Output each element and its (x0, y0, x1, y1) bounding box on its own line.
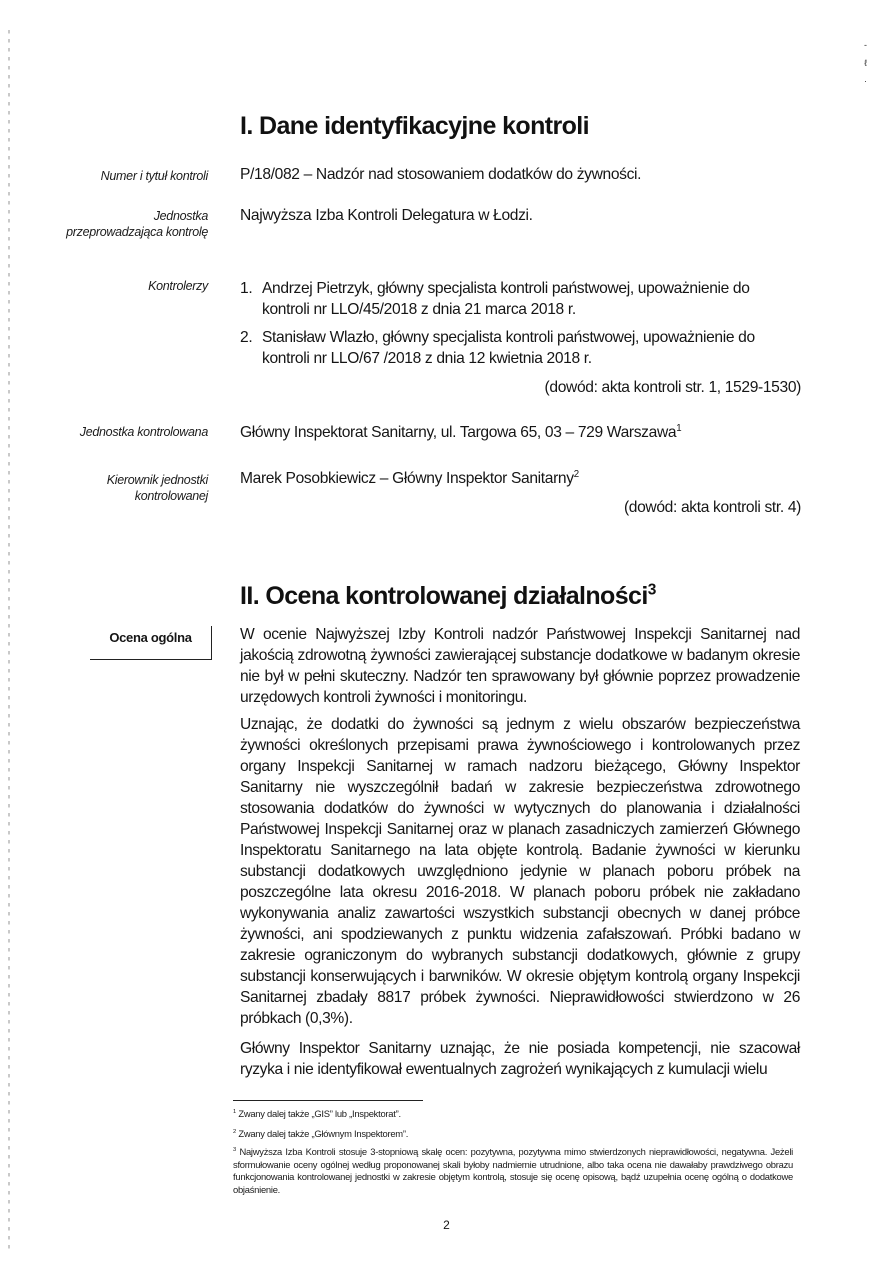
footnote-1 (233, 1108, 793, 1121)
label-kierownik: Kierownik jednostki kontrolowanej (106, 473, 208, 503)
section-1-title: I. Dane identyfikacyjne kontroli (240, 112, 589, 140)
list-text: Andrzej Pietrzyk, główny specjalista kontroli państwowej, upoważnienie do kontroli nr LLO/45/2018 z dnia 21 marca 2018 r. (262, 280, 750, 318)
footnote-number: 3 (233, 1146, 236, 1153)
ocena-ogolna-box: Ocena ogólna (90, 626, 212, 660)
paragraph-3: Główny Inspektor Sanitarny uznając, że nie posiada kompetencji, nie szacował ryzyka i nie identyfikował ewentualnych zagrożeń wynikających z kumulacji wielu (240, 1040, 800, 1078)
label-jednostka-przeprowadzajaca: Jednostka przeprowadzająca kontrolę (66, 209, 208, 239)
footnote-ref: 1 (676, 422, 682, 434)
footnote-3 (233, 1146, 793, 1196)
page-number: 2 (443, 1218, 450, 1232)
value-jednostka-przeprowadzajaca: Najwyższa Izba Kontroli Delegatura w Łodzi. (240, 207, 533, 224)
label-numer-tytul: Numer i tytuł kontroli (100, 169, 208, 183)
section-2-title-text: II. Ocena kontrolowanej działalności (240, 582, 648, 610)
footnote-text: Najwyższa Izba Kontroli stosuje 3-stopniową skalę ocen: pozytywna, pozytywna mimo stwierdzonych nieprawidłowości, negatywna. Jeżeli sformułowanie oceny ogólnej według proponowanej skali byłoby nadmiernie utrudnione, albo taka ocena nie dawałaby prawdziwego obrazu funkcjonowania kontrolowanej jednostki w zakresie objętym kontrolą, stosuje się ocenę opisową, bądź uzupełnia ocenę ogólną o dodatkowe objaśnienie. (233, 1146, 794, 1195)
footnote-2 (233, 1128, 793, 1141)
value-jednostka-kontrolowana (240, 422, 800, 443)
scan-corner-marks: - ℓ · (864, 40, 867, 86)
kontroler-item (240, 278, 800, 320)
paragraph-1: W ocenie Najwyższej Izby Kontroli nadzór Państwowej Inspekcji Sanitarnej nad jakością zdrowotną żywności zawierającej substancje dodatkowe w badanym okresie nie był w pełni skuteczny. Nadzór ten sprawowany był głównie poprzez prowadzenie urzędowych kontroli żywności i monitoringu. (240, 626, 800, 706)
footnote-separator (233, 1100, 423, 1101)
footnote-ref: 2 (573, 468, 579, 480)
value-numer-tytul: P/18/082 – Nadzór nad stosowaniem dodatków do żywności. (240, 166, 642, 183)
label-kontrolerzy: Kontrolerzy (148, 279, 208, 293)
footnote-ref: 3 (647, 581, 656, 599)
section-2-title (240, 582, 656, 611)
footnote-text: Zwany dalej także „GIS” lub „Inspektorat”. (238, 1108, 401, 1119)
value-text: Główny Inspektorat Sanitarny, ul. Targowa 65, 03 – 729 Warszawa (240, 424, 677, 441)
evidence-kierownik: (dowód: akta kontroli str. 4) (623, 499, 801, 516)
list-number: 1. (240, 280, 253, 297)
evidence-kontrolerzy: (dowód: akta kontroli str. 1, 1529-1530) (544, 379, 801, 396)
label-jednostka-kontrolowana: Jednostka kontrolowana (79, 425, 208, 439)
list-number: 2. (240, 329, 253, 346)
list-text: Stanisław Wlazło, główny specjalista kontroli państwowej, upoważnienie do kontroli nr LLO/67 /2018 z dnia 12 kwietnia 2018 r. (262, 329, 755, 367)
value-text: Marek Posobkiewicz – Główny Inspektor Sanitarny (240, 470, 574, 487)
scan-edge-artifact (8, 30, 10, 1250)
value-kierownik (240, 468, 800, 489)
footnote-text: Zwany dalej także „Głównym Inspektorem”. (238, 1128, 409, 1139)
footnote-number: 1 (233, 1108, 236, 1115)
paragraph-2: Uznając, że dodatki do żywności są jednym z wielu obszarów bezpieczeństwa żywności określonych przepisami prawa żywnościowego i kontrolowanych przez organy Inspekcji Sanitarnej w ramach nadzoru bieżącego, Główny Inspektor Sanitarny nie wyszczególnił badań w zakresie bezpieczeństwa zdrowotnego stosowania dodatków do żywności w wytycznych do planowania i działalności Państwowej Inspekcji Sanitarnej oraz w planach zasadniczych zamierzeń Głównego Inspektoratu Sanitarnego na lata objęte kontrolą. Badanie żywności w kierunku substancji dodatkowych uwzględniono jedynie w planach poboru próbek na poszczególne lata okresu 2016-2018. W planach poboru próbek nie zakładano wykonywania analiz zawartości wszystkich substancji obecnych w danej próbce żywności, ani spodziewanych z punktu widzenia zafałszowań. Próbki badano w zakresie ograniczonym do wybranych substancji dodatkowych, głównie z grupy substancji konserwujących i barwników. W okresie objętym kontrolą organy Inspekcji Sanitarnej zbadały 8817 próbek żywności. Nieprawidłowości stwierdzono w 26 próbkach (0,3%). (240, 716, 800, 1027)
footnote-number: 2 (233, 1128, 236, 1135)
kontroler-item (240, 327, 800, 369)
